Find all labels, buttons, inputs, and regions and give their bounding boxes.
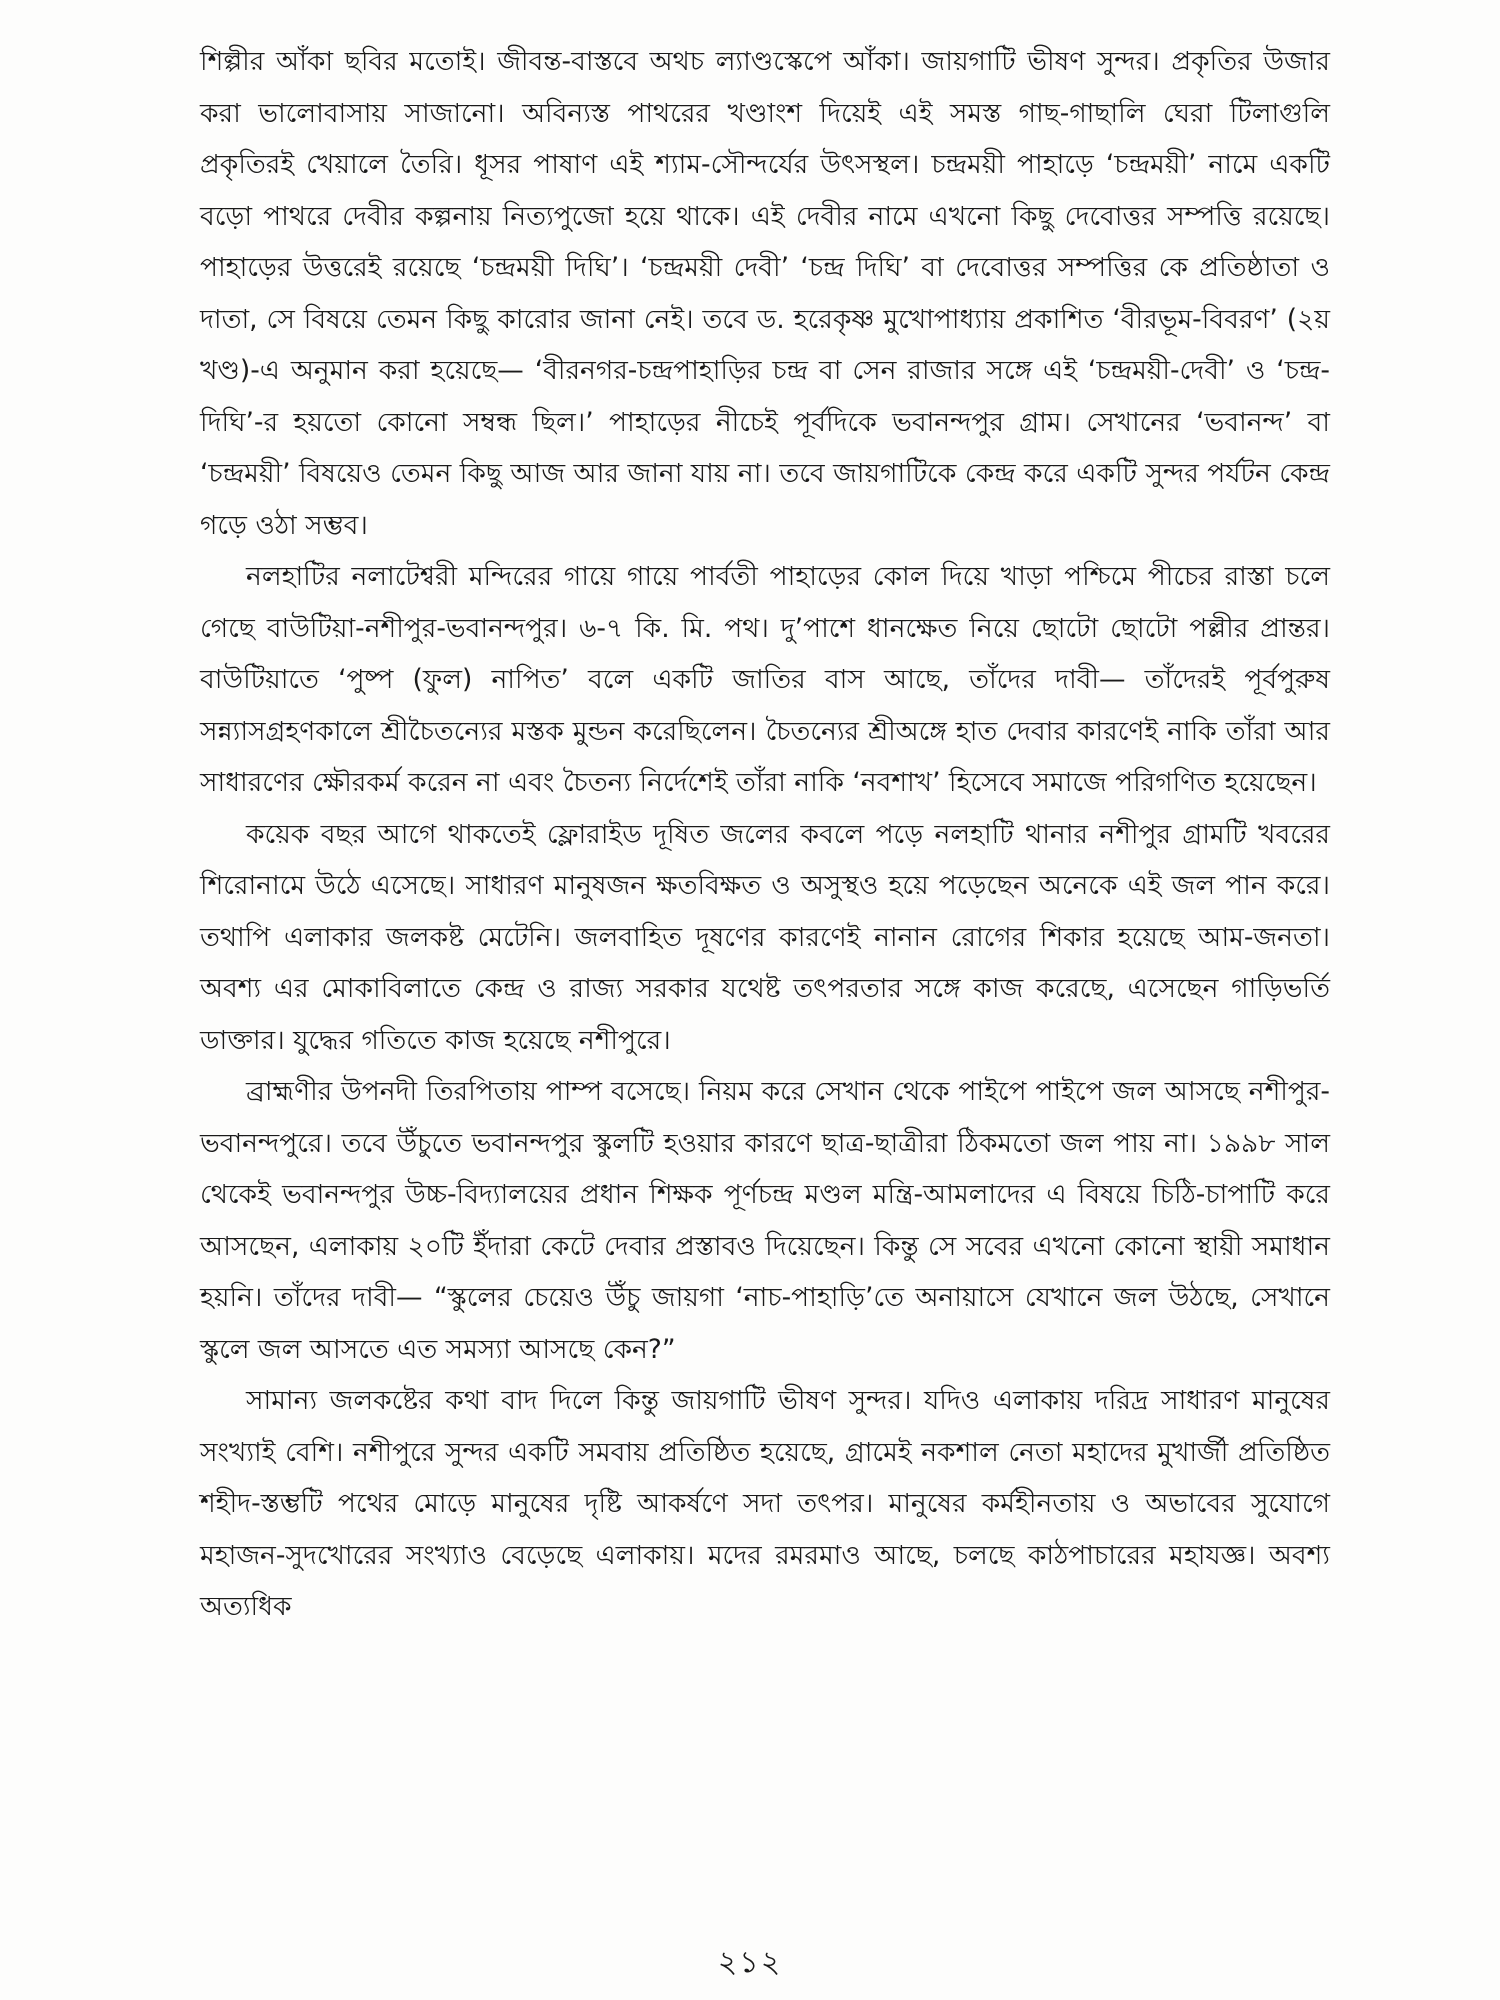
body-text [200, 36, 1330, 1633]
paragraph-1: শিল্পীর আঁকা ছবির মতোই। জীবন্ত-বাস্তবে অথচ ল্যাণ্ডস্কেপে আঁকা। জায়গাটি ভীষণ সুন্দর। প্রকৃতির উজার করা ভালোবাসায় সাজানো। অবিন্যস্ত পাথরের খণ্ডাংশ দিয়েই এই সমস্ত গাছ-গাছালি ঘেরা টিলাগুলি প্রকৃতিরই খেয়ালে তৈরি। ধূসর পাষাণ এই শ্যাম-সৌন্দর্যের উৎসস্থল। চন্দ্রময়ী পাহাড়ে ‘চন্দ্রময়ী’ নামে একটি বড়ো পাথরে দেবীর কল্পনায় নিত্যপুজো হয়ে থাকে। এই দেবীর নামে এখনো কিছু দেবোত্তর সম্পত্তি রয়েছে। পাহাড়ের উত্তরেই রয়েছে ‘চন্দ্রময়ী দিঘি’। ‘চন্দ্রময়ী দেবী’ ‘চন্দ্র দিঘি’ বা দেবোত্তর সম্পত্তির কে প্রতিষ্ঠাতা ও দাতা, সে বিষয়ে তেমন কিছু কারোর জানা নেই। তবে ড. হরেকৃষ্ণ মুখোপাধ্যায় প্রকাশিত ‘বীরভূম-বিবরণ’ (২য় খণ্ড)-এ অনুমান করা হয়েছে— ‘বীরনগর-চন্দ্রপাহাড়ির চন্দ্র বা সেন রাজার সঙ্গে এই ‘চন্দ্রময়ী-দেবী’ ও ‘চন্দ্র-দিঘি’-র হয়তো কোনো সম্বন্ধ ছিল।’ পাহাড়ের নীচেই পূর্বদিকে ভবানন্দপুর গ্রাম। সেখানের ‘ভবানন্দ’ বা ‘চন্দ্রময়ী’ বিষয়েও তেমন কিছু আজ আর জানা যায় না। তবে জায়গাটিকে কেন্দ্র করে একটি সুন্দর পর্যটন কেন্দ্র গড়ে ওঠা সম্ভব। [200, 46, 1330, 541]
page-number: ২১২ [717, 1945, 783, 1980]
paragraph-3: কয়েক বছর আগে থাকতেই ফ্লোরাইড দূষিত জলের কবলে পড়ে নলহাটি থানার নশীপুর গ্রামটি খবরের শিরোনামে উঠে এসেছে। সাধারণ মানুষজন ক্ষতবিক্ষত ও অসুস্থও হয়ে পড়েছেন অনেকে এই জল পান করে। তথাপি এলাকার জলকষ্ট মেটেনি। জলবাহিত দূষণের কারণেই নানান রোগের শিকার হয়েছে আম-জনতা। অবশ্য এর মোকাবিলাতে কেন্দ্র ও রাজ্য সরকার যথেষ্ট তৎপরতার সঙ্গে কাজ করেছে, এসেছেন গাড়িভর্তি ডাক্তার। যুদ্ধের গতিতে কাজ হয়েছে নশীপুরে। [200, 818, 1330, 1056]
paragraph-5: সামান্য জলকষ্টের কথা বাদ দিলে কিন্তু জায়গাটি ভীষণ সুন্দর। যদিও এলাকায় দরিদ্র সাধারণ মানুষের সংখ্যাই বেশি। নশীপুরে সুন্দর একটি সমবায় প্রতিষ্ঠিত হয়েছে, গ্রামেই নকশাল নেতা মহাদের মুখার্জী প্রতিষ্ঠিত শহীদ-স্তম্ভটি পথের মোড়ে মানুষের দৃষ্টি আকর্ষণে সদা তৎপর। মানুষের কর্মহীনতায় ও অভাবের সুযোগে মহাজন-সুদখোরের সংখ্যাও বেড়েছে এলাকায়। মদের রমরমাও আছে, চলছে কাঠপাচারের মহাযজ্ঞ। অবশ্য অত্যধিক [200, 1385, 1330, 1622]
paragraph-4: ব্রাহ্মণীর উপনদী তিরপিতায় পাম্প বসেছে। নিয়ম করে সেখান থেকে পাইপে পাইপে জল আসছে নশীপুর-ভবানন্দপুরে। তবে উঁচুতে ভবানন্দপুর স্কুলটি হওয়ার কারণে ছাত্র-ছাত্রীরা ঠিকমতো জল পায় না। ১৯৯৮ সাল থেকেই ভবানন্দপুর উচ্চ-বিদ্যালয়ের প্রধান শিক্ষক পূর্ণচন্দ্র মণ্ডল মন্ত্রি-আমলাদের এ বিষয়ে চিঠি-চাপাটি করে আসছেন, এলাকায় ২০টি ইঁদারা কেটে দেবার প্রস্তাবও দিয়েছেন। কিন্তু সে সবের এখনো কোনো স্থায়ী সমাধান হয়নি। তাঁদের দাবী— “স্কুলের চেয়েও উঁচু জায়গা ‘নাচ-পাহাড়ি’তে অনায়াসে যেখানে জল উঠছে, সেখানে স্কুলে জল আসতে এত সমস্যা আসছে কেন?” [200, 1076, 1330, 1365]
paragraph-2: নলহাটির নলাটেশ্বরী মন্দিরের গায়ে গায়ে পার্বতী পাহাড়ের কোল দিয়ে খাড়া পশ্চিমে পীচের রাস্তা চলে গেছে বাউটিয়া-নশীপুর-ভবানন্দপুর। ৬-৭ কি. মি. পথ। দু’পাশে ধানক্ষেত নিয়ে ছোটো ছোটো পল্লীর প্রান্তর। বাউটিয়াতে ‘পুষ্প (ফুল) নাপিত’ বলে একটি জাতির বাস আছে, তাঁদের দাবী— তাঁদেরই পূর্বপুরুষ সন্ন্যাসগ্রহণকালে শ্রীচৈতন্যের মস্তক মুন্ডন করেছিলেন। চৈতন্যের শ্রীঅঙ্গে হাত দেবার কারণেই নাকি তাঁরা আর সাধারণের ক্ষৌরকর্ম করেন না এবং চৈতন্য নির্দেশেই তাঁরা নাকি ‘নবশাখ’ হিসেবে সমাজে পরিগণিত হয়েছেন। [200, 561, 1330, 798]
